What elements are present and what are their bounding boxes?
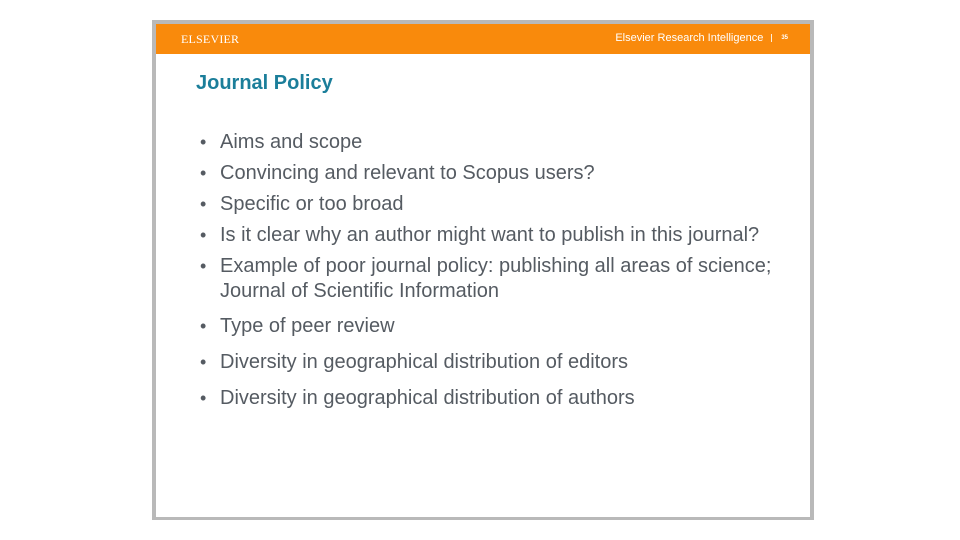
- bullet-item: [200, 223, 780, 248]
- bullet-item: [200, 130, 780, 155]
- slide-frame: [152, 20, 814, 520]
- bullet-list: [200, 130, 780, 417]
- bullet-text: Aims and scope: [220, 131, 363, 153]
- bullet-item: [200, 161, 780, 186]
- bullet-text: Convincing and relevant to Scopus users?: [220, 162, 595, 184]
- bullet-dot-icon: •: [200, 194, 207, 214]
- bullet-dot-icon: •: [200, 256, 207, 276]
- bullet-item: [200, 386, 780, 411]
- bullet-item: [200, 192, 780, 217]
- bullet-dot-icon: •: [200, 352, 207, 372]
- bullet-item: [200, 314, 780, 339]
- bullet-item: [200, 350, 780, 375]
- bullet-dot-icon: •: [200, 388, 207, 408]
- slide: [156, 24, 810, 517]
- slide-header-bar: [156, 24, 810, 54]
- bullet-text: Specific or too broad: [220, 193, 404, 215]
- elsevier-logo: ELSEVIER: [181, 32, 240, 46]
- bullet-text: Is it clear why an author might want to publish in this journal?: [220, 224, 760, 246]
- header-right-group: [615, 32, 788, 44]
- bullet-dot-icon: •: [200, 132, 207, 152]
- bullet-dot-icon: •: [200, 225, 207, 245]
- header-subtitle: Elsevier Research Intelligence: [615, 32, 764, 44]
- bullet-text: Example of poor journal policy: publishing all areas of science; Journal of Scientific Information: [220, 255, 772, 302]
- bullet-text: Diversity in geographical distribution of authors: [220, 387, 635, 409]
- bullet-dot-icon: •: [200, 163, 207, 183]
- bullet-text: Diversity in geographical distribution of editors: [220, 351, 628, 373]
- bullet-text: Type of peer review: [220, 315, 395, 337]
- slide-title: Journal Policy: [196, 72, 333, 94]
- bullet-item: [200, 254, 780, 304]
- slide-page-number: 35: [781, 35, 788, 41]
- header-divider: [771, 34, 772, 42]
- bullet-dot-icon: •: [200, 316, 207, 336]
